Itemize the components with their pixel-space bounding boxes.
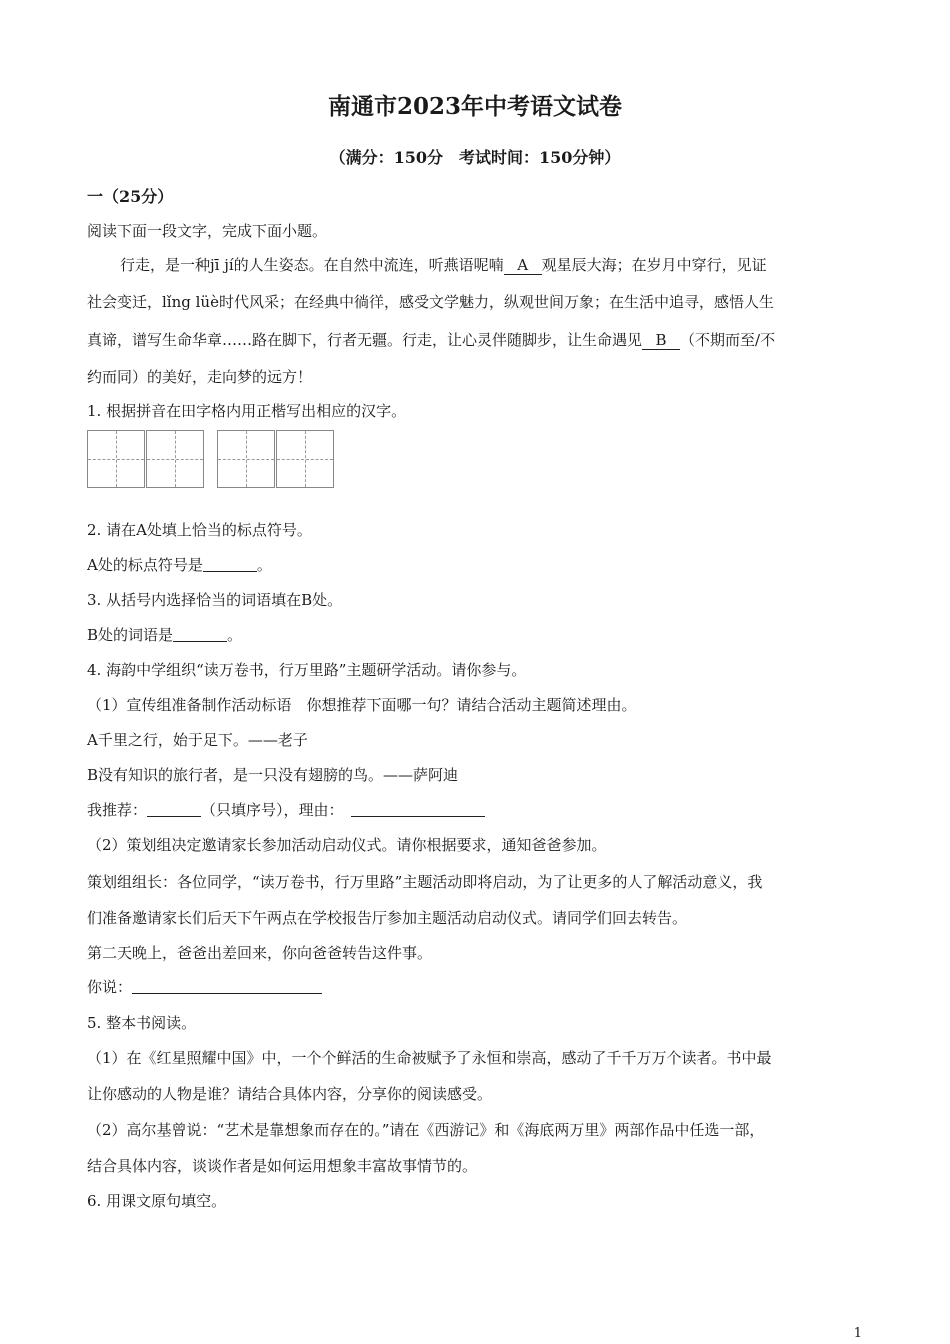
question-6: 6. 用课文原句填空。 <box>87 1192 227 1210</box>
tianzige-cell[interactable] <box>146 430 204 488</box>
recommend-label: 我推荐： <box>87 801 148 819</box>
passage-line-1 <box>120 254 767 275</box>
notice-line-1: 策划组组长：各位同学，“读万卷书，行万里路”主题活动即将启动，为了让更多的人了解活动意义，我 <box>87 873 763 891</box>
say-label: 你说： <box>87 978 133 996</box>
question-4-2: （2）策划组决定邀请家长参加活动启动仪式。请你根据要求，通知爸爸参加。 <box>87 836 607 854</box>
passage-text: 观星辰大海；在岁月中穿行，见证 <box>541 256 767 274</box>
option-a: A千里之行，始于足下。——老子 <box>87 731 308 749</box>
passage-text: 行走，是一种jī jí的人生姿态。在自然中流连，听燕语呢喃 <box>120 256 504 274</box>
answer-blank[interactable] <box>173 626 227 642</box>
answer-blank[interactable] <box>203 556 257 572</box>
passage-line-4: 约而同）的美好，走向梦的远方！ <box>87 368 313 386</box>
passage-line-2: 社会变迁，lǐng lüè时代风采；在经典中徜徉，感受文学魅力，纵观世间万象；在生活中追寻，感悟人生 <box>87 293 774 311</box>
answer-end: 。 <box>256 556 272 574</box>
question-4-1: （1）宣传组准备制作活动标语 你想推荐下面哪一句？请结合活动主题简述理由。 <box>87 696 637 714</box>
tianzige-cell[interactable] <box>87 430 145 488</box>
question-2: 2. 请在A处填上恰当的标点符号。 <box>87 521 312 539</box>
reason-label: （只填序号），理由： <box>201 801 337 819</box>
answer-label: B处的词语是 <box>87 626 174 644</box>
tianzige-grid-1 <box>87 430 205 488</box>
question-4: 4. 海韵中学组织“读万卷书，行万里路”主题研学活动。请你参与。 <box>87 661 527 679</box>
question-2-answer <box>87 554 272 575</box>
reason-blank[interactable] <box>351 801 485 817</box>
answer-end: 。 <box>227 626 243 644</box>
say-blank[interactable] <box>132 978 322 994</box>
blank-b: B <box>642 332 680 350</box>
passage-line-3 <box>87 329 775 350</box>
page-title: 南通市2023年中考语文试卷 <box>327 93 622 120</box>
recommend-blank[interactable] <box>147 801 201 817</box>
tianzige-grid-2 <box>217 430 335 488</box>
passage-text: （不期而至/不 <box>680 331 776 349</box>
section-heading: 一（25分） <box>87 187 174 206</box>
page-subtitle: （满分：150分 考试时间：150分钟） <box>329 148 621 167</box>
tianzige-cell[interactable] <box>217 430 275 488</box>
question-5-1-line-1: （1）在《红星照耀中国》中，一个个鲜活的生命被赋予了永恒和崇高，感动了千千万万个读者。书中最 <box>87 1049 772 1067</box>
tianzige-cell[interactable] <box>276 430 334 488</box>
question-5-1-line-2: 让你感动的人物是谁？请结合具体内容，分享你的阅读感受。 <box>87 1085 493 1103</box>
notice-line-3: 第二天晚上，爸爸出差回来，你向爸爸转告这件事。 <box>87 944 433 962</box>
question-5: 5. 整本书阅读。 <box>87 1014 197 1032</box>
question-5-2-line-1: （2）高尔基曾说：“艺术是靠想象而存在的。”请在《西游记》和《海底两万里》两部作品中任选一部， <box>87 1121 765 1139</box>
question-3-answer <box>87 624 242 645</box>
passage-text: 真谛，谱写生命华章……路在脚下，行者无疆。行走，让心灵伴随脚步，让生命遇见 <box>87 331 643 349</box>
answer-label: A处的标点符号是 <box>87 556 203 574</box>
question-5-2-line-2: 结合具体内容，谈谈作者是如何运用想象丰富故事情节的。 <box>87 1157 478 1175</box>
question-3: 3. 从括号内选择恰当的词语填在B处。 <box>87 591 343 609</box>
blank-a: A <box>504 257 542 275</box>
say-line <box>87 976 322 997</box>
page-number: 1 <box>853 1326 862 1341</box>
recommend-line <box>87 799 485 820</box>
question-1: 1. 根据拼音在田字格内用正楷写出相应的汉字。 <box>87 402 407 420</box>
option-b: B没有知识的旅行者，是一只没有翅膀的鸟。——萨阿迪 <box>87 766 459 784</box>
notice-line-2: 们准备邀请家长们后天下午两点在学校报告厅参加主题活动启动仪式。请同学们回去转告。 <box>87 909 688 927</box>
reading-intro: 阅读下面一段文字，完成下面小题。 <box>87 222 328 240</box>
